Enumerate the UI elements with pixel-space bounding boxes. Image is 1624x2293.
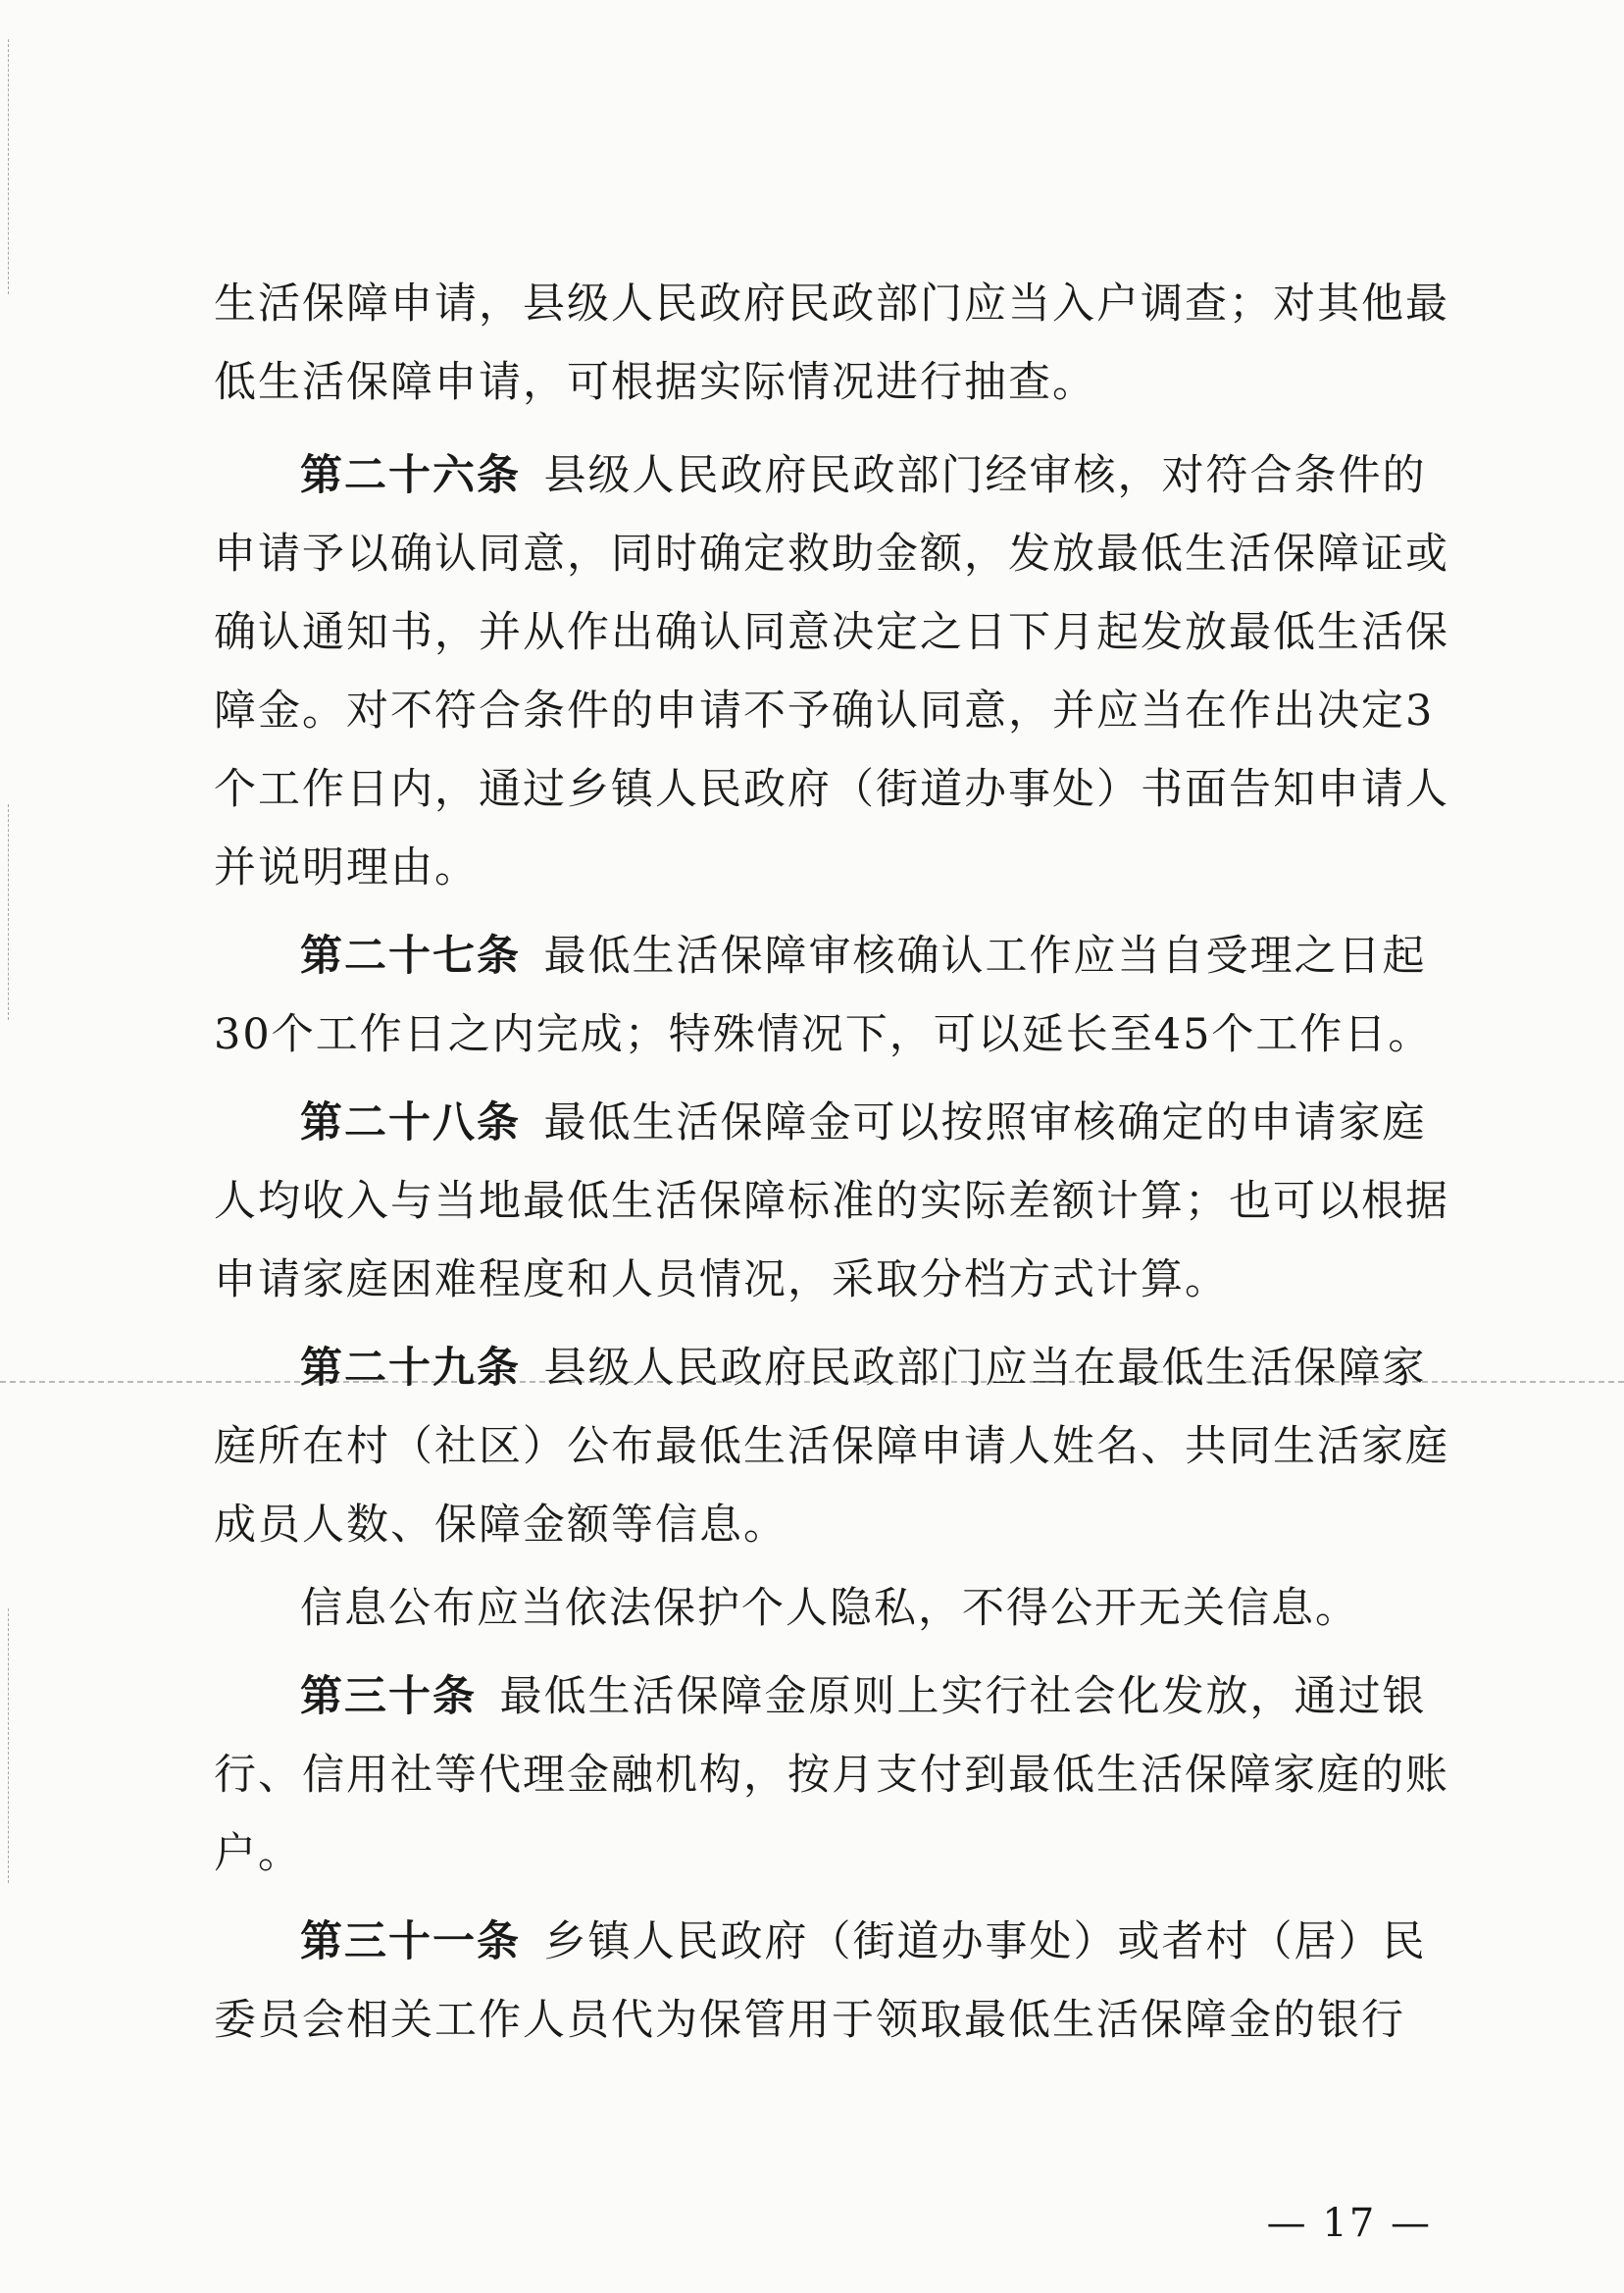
- line-text: 申请家庭困难程度和人员情况，采取分档方式计算。: [214, 1255, 1229, 1304]
- line-text: 生活保障申请，县级人民政府民政部门应当入户调查；对其他最: [214, 280, 1449, 329]
- line-text: 最低生活保障审核确认工作应当自受理之日起: [543, 932, 1427, 981]
- text-line: [214, 1496, 787, 1554]
- line-text: 30个工作日之内完成；特殊情况下，可以延长至45个工作日。: [214, 1010, 1433, 1059]
- line-text: 人均收入与当地最低生活保障标准的实际差额计算；也可以根据: [214, 1177, 1449, 1226]
- article-heading: 第三十条: [300, 1672, 477, 1721]
- text-line: [214, 1005, 1432, 1064]
- article-heading: 第二十八条: [300, 1098, 521, 1147]
- article-line: [300, 1339, 1427, 1398]
- text-line: [214, 1417, 1449, 1476]
- line-text: 申请予以确认同意，同时确定救助金额，发放最低生活保障证或: [214, 530, 1449, 579]
- line-text: 低生活保障申请，可根据实际情况进行抽查。: [214, 358, 1096, 407]
- line-text: 成员人数、保障金额等信息。: [214, 1501, 787, 1550]
- line-text: 最低生活保障金可以按照审核确定的申请家庭: [543, 1098, 1427, 1147]
- text-line: [214, 353, 1096, 412]
- scan-edge-mark: [8, 1608, 9, 1883]
- line-text: 并说明理由。: [214, 843, 479, 892]
- text-line: [214, 525, 1449, 584]
- line-text: 障金。对不符合条件的申请不予确认同意，并应当在作出决定3: [214, 687, 1435, 736]
- line-text: 县级人民政府民政部门应当在最低生活保障家: [543, 1344, 1427, 1393]
- text-line: [214, 1991, 1405, 2050]
- scan-edge-mark: [8, 804, 9, 1020]
- line-text: 县级人民政府民政部门经审核，对符合条件的: [543, 451, 1427, 500]
- line-text: 确认通知书，并从作出确认同意决定之日下月起发放最低生活保: [214, 608, 1449, 657]
- line-text: 信息公布应当依法保护个人隐私，不得公开无关信息。: [300, 1584, 1359, 1633]
- text-line: [300, 1579, 1359, 1638]
- line-text: 最低生活保障金原则上实行社会化发放，通过银: [499, 1672, 1427, 1721]
- text-line: [214, 760, 1449, 819]
- text-line: [214, 839, 479, 897]
- line-text: 个工作日内，通过乡镇人民政府（街道办事处）书面告知申请人: [214, 765, 1449, 814]
- scan-edge-mark: [8, 39, 9, 294]
- text-line: [214, 1172, 1449, 1231]
- article-heading: 第二十九条: [300, 1344, 521, 1393]
- page-number: — 17 —: [1266, 2201, 1432, 2246]
- article-line: [300, 1912, 1427, 1971]
- line-text: 委员会相关工作人员代为保管用于领取最低生活保障金的银行: [214, 1996, 1405, 2045]
- text-line: [214, 1824, 302, 1883]
- article-heading: 第二十七条: [300, 932, 521, 981]
- text-line: [214, 1250, 1229, 1309]
- article-line: [300, 446, 1427, 505]
- line-text: 行、信用社等代理金融机构，按月支付到最低生活保障家庭的账: [214, 1751, 1449, 1800]
- text-line: [214, 275, 1449, 333]
- article-line: [300, 927, 1427, 986]
- line-text: 乡镇人民政府（街道办事处）或者村（居）民: [543, 1917, 1427, 1966]
- text-line: [214, 603, 1449, 662]
- article-heading: 第二十六条: [300, 451, 521, 500]
- article-line: [300, 1667, 1427, 1726]
- text-line: [214, 682, 1434, 740]
- line-text: 庭所在村（社区）公布最低生活保障申请人姓名、共同生活家庭: [214, 1422, 1449, 1471]
- article-line: [300, 1094, 1427, 1152]
- line-text: 户。: [214, 1829, 302, 1878]
- article-heading: 第三十一条: [300, 1917, 521, 1966]
- text-line: [214, 1746, 1449, 1805]
